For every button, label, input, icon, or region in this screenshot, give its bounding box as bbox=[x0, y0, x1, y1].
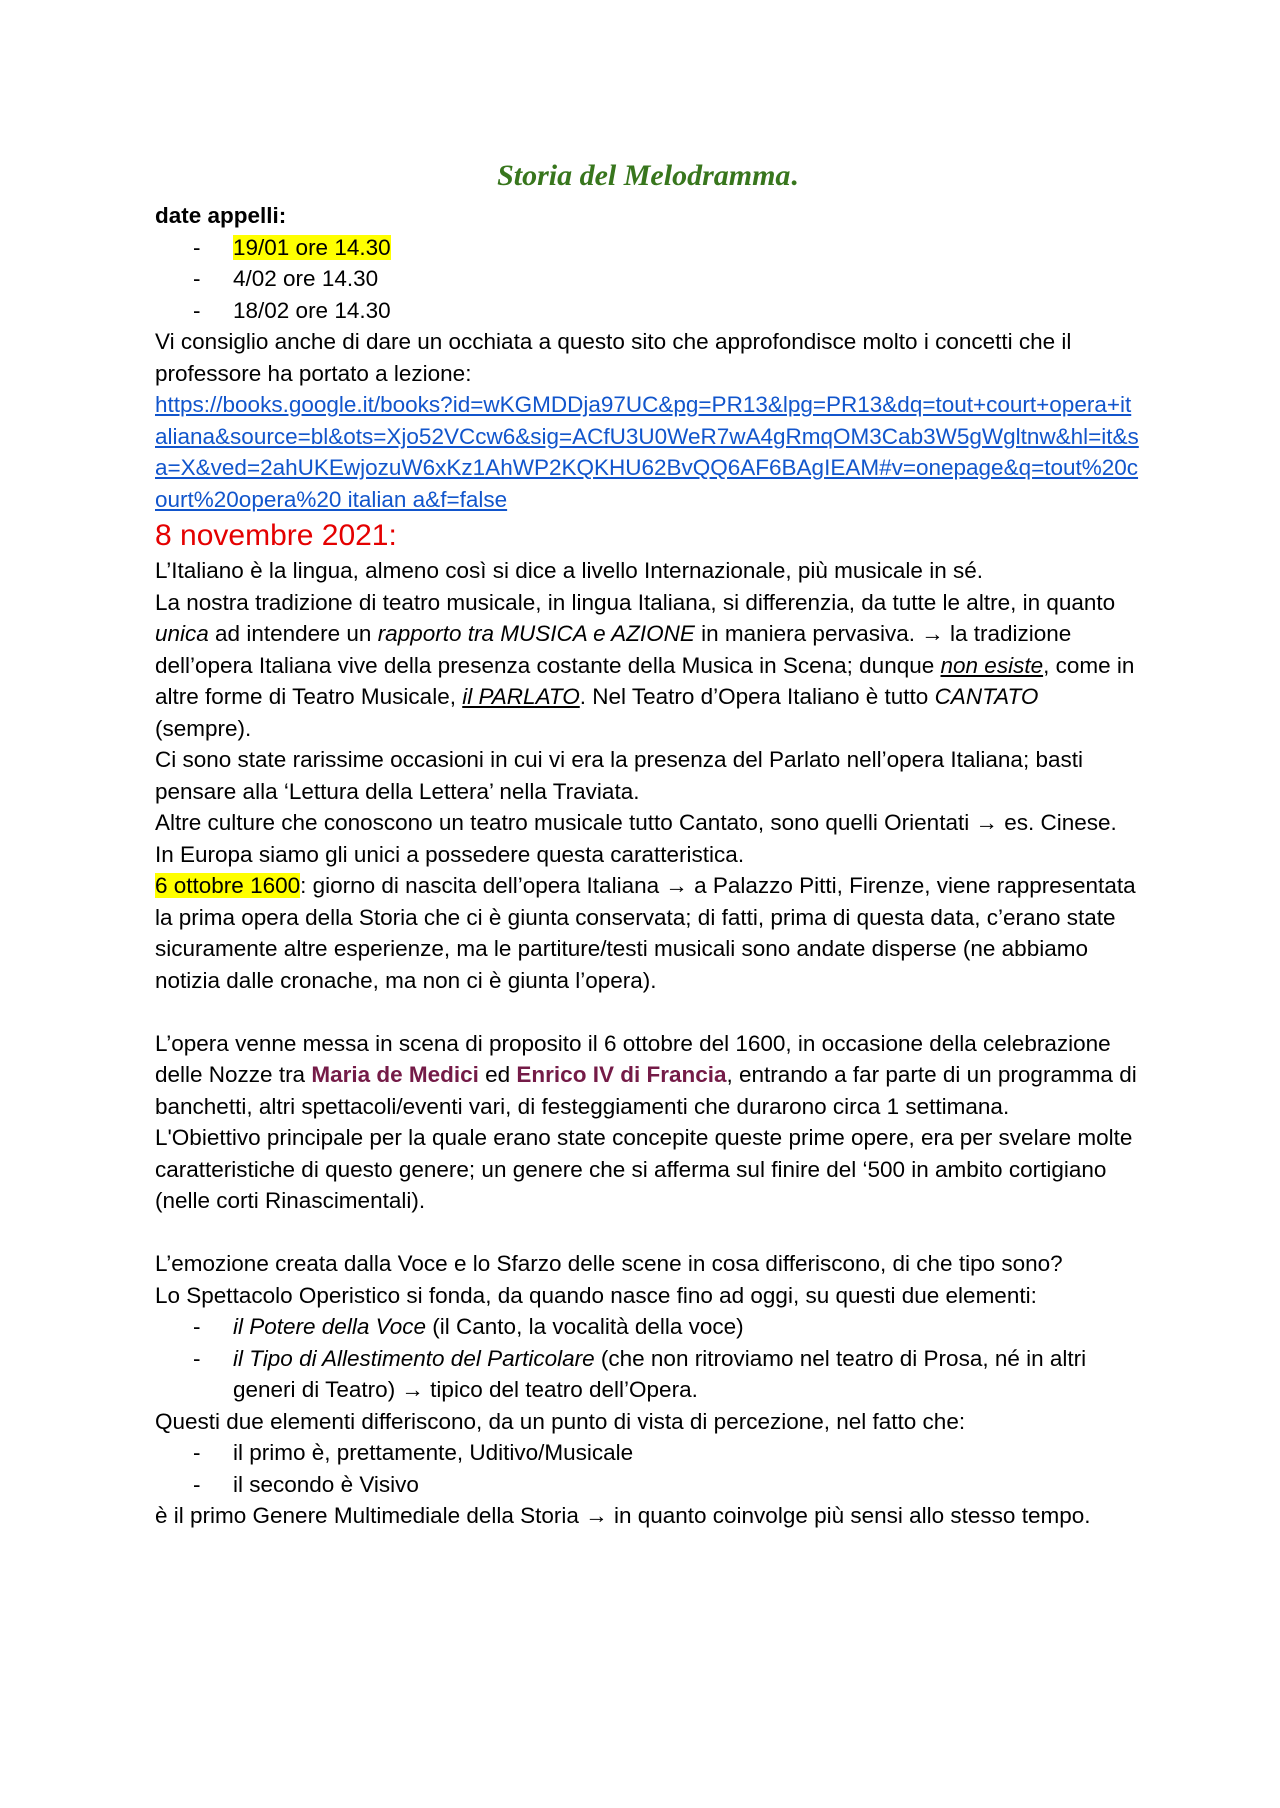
list-item: - il secondo è Visivo bbox=[155, 1469, 1140, 1501]
list-item: - 18/02 ore 14.30 bbox=[155, 295, 1140, 327]
paragraph: Altre culture che conoscono un teatro musicale tutto Cantato, sono quelli Orientati → es. Cinese. bbox=[155, 810, 1117, 835]
dash-bullet: - bbox=[193, 1471, 201, 1497]
paragraph: Lo Spettacolo Operistico si fonda, da quando nasce fino ad oggi, su questi due elementi: bbox=[155, 1282, 1037, 1308]
paragraph: è il primo Genere Multimediale della Storia → in quanto coinvolge più sensi allo stesso tempo. bbox=[155, 1503, 1091, 1528]
highlighted-date: 19/01 ore 14.30 bbox=[233, 234, 391, 260]
appelli-label: date appelli: bbox=[155, 203, 287, 228]
paragraph: La nostra tradizione di teatro musicale, in lingua Italiana, si differenzia, da tutte le altre, in quanto unica ad intendere un rapporto tra MUSICA e AZIONE in maniera pervasiva. → la tradizione dell’opera Italiana vive della presenza costante della Musica in Scena; dunque non esiste, come in altre forme di Teatro Musicale, il PARLATO. Nel Teatro d’Opera Italiano è tutto CANTATO (sempre). bbox=[155, 589, 1135, 741]
list-item: - il Potere della Voce (il Canto, la vocalità della voce) bbox=[155, 1311, 1140, 1343]
list-item: - il primo è, prettamente, Uditivo/Musicale bbox=[155, 1437, 1140, 1469]
dash-bullet: - bbox=[193, 234, 201, 260]
dash-bullet: - bbox=[193, 1345, 201, 1371]
paragraph: In Europa siamo gli unici a possedere questa caratteristica. bbox=[155, 841, 745, 867]
list-item: - 4/02 ore 14.30 bbox=[155, 263, 1140, 295]
title-dot: . bbox=[790, 159, 798, 192]
intro-paragraph: Vi consiglio anche di dare un occhiata a questo sito che approfondisce molto i concetti che il professore ha portato a lezione: bbox=[155, 329, 1072, 386]
highlighted-date: 6 ottobre 1600 bbox=[155, 873, 301, 898]
books-google-link[interactable]: https://books.google.it/books?id=wKGMDDja97UC&pg=PR13&lpg=PR13&dq=tout+court+opera+italiana&source=bl&ots=Xjo52VCcw6&sig=ACfU3U0WeR7wA4gRmqOM3Cab3W5gWgltnw&hl=it&sa=X&ved=2ahUKEwjozuW6xKz1AhWP2KQKHU62BvQQ6AF6BAgIEAM#v=onepage&q=tout%20court%20opera%20 italian a&f=false bbox=[155, 392, 1139, 512]
dash-bullet: - bbox=[193, 1314, 201, 1339]
person-name: Enrico IV di Francia bbox=[516, 1062, 727, 1087]
paragraph: Questi due elementi differiscono, da un punto di vista di percezione, nel fatto che: bbox=[155, 1408, 966, 1434]
paragraph: L’emozione creata dalla Voce e lo Sfarzo delle scene in cosa differiscono, di che tipo sono? bbox=[155, 1251, 1063, 1276]
dash-bullet: - bbox=[193, 1440, 201, 1465]
paragraph: Ci sono state rarissime occasioni in cui vi era la presenza del Parlato nell’opera Italiana; basti pensare alla ‘Lettura della Lettera’ nella Traviata. bbox=[155, 747, 1083, 804]
spacer bbox=[155, 1217, 1140, 1249]
paragraph: L’Italiano è la lingua, almeno così si dice a livello Internazionale, più musicale in sé. bbox=[155, 558, 983, 583]
perception-list bbox=[155, 1437, 1140, 1500]
paragraph: L'Obiettivo principale per la quale erano state concepite queste prime opere, era per svelare molte caratteristiche di questo genere; un genere che si afferma sul finire del ‘500 in ambito cortigiano (nelle corti Rinascimentali). bbox=[155, 1125, 1133, 1213]
paragraph: L’opera venne messa in scena di proposito il 6 ottobre del 1600, in occasione della celebrazione delle Nozze tra Maria de Medici ed Enrico IV di Francia, entrando a far parte di un programma di banchetti, altri spettacoli/eventi vari, di festeggiamenti che durarono circa 1 settimana. bbox=[155, 1030, 1137, 1119]
dash-bullet: - bbox=[193, 297, 201, 323]
spacer bbox=[155, 996, 1140, 1028]
dash-bullet: - bbox=[193, 266, 201, 291]
page-title: Storia del Melodramma. bbox=[497, 159, 798, 192]
paragraph: 6 ottobre 1600: giorno di nascita dell’opera Italiana → a Palazzo Pitti, Firenze, viene rappresentata la prima opera della Storia che ci è giunta conservata; di fatti, prima di questa data, c’erano state sicuramente altre esperienze, ma le partiture/testi musicali sono andate disperse (ne abbiamo notizia dalle cronache, ma non ci è giunta l’opera). bbox=[155, 873, 1136, 993]
document-body bbox=[155, 152, 1140, 1532]
person-name: Maria de Medici bbox=[311, 1062, 479, 1087]
link-paragraph bbox=[155, 389, 1140, 515]
date-heading: 8 novembre 2021: bbox=[155, 519, 397, 552]
list-item bbox=[155, 232, 1140, 264]
elements-list bbox=[155, 1311, 1140, 1406]
appelli-list bbox=[155, 232, 1140, 327]
list-item: - il Tipo di Allestimento del Particolare (che non ritroviamo nel teatro di Prosa, né in altri generi di Teatro) → tipico del teatro dell’Opera. bbox=[155, 1343, 1140, 1406]
